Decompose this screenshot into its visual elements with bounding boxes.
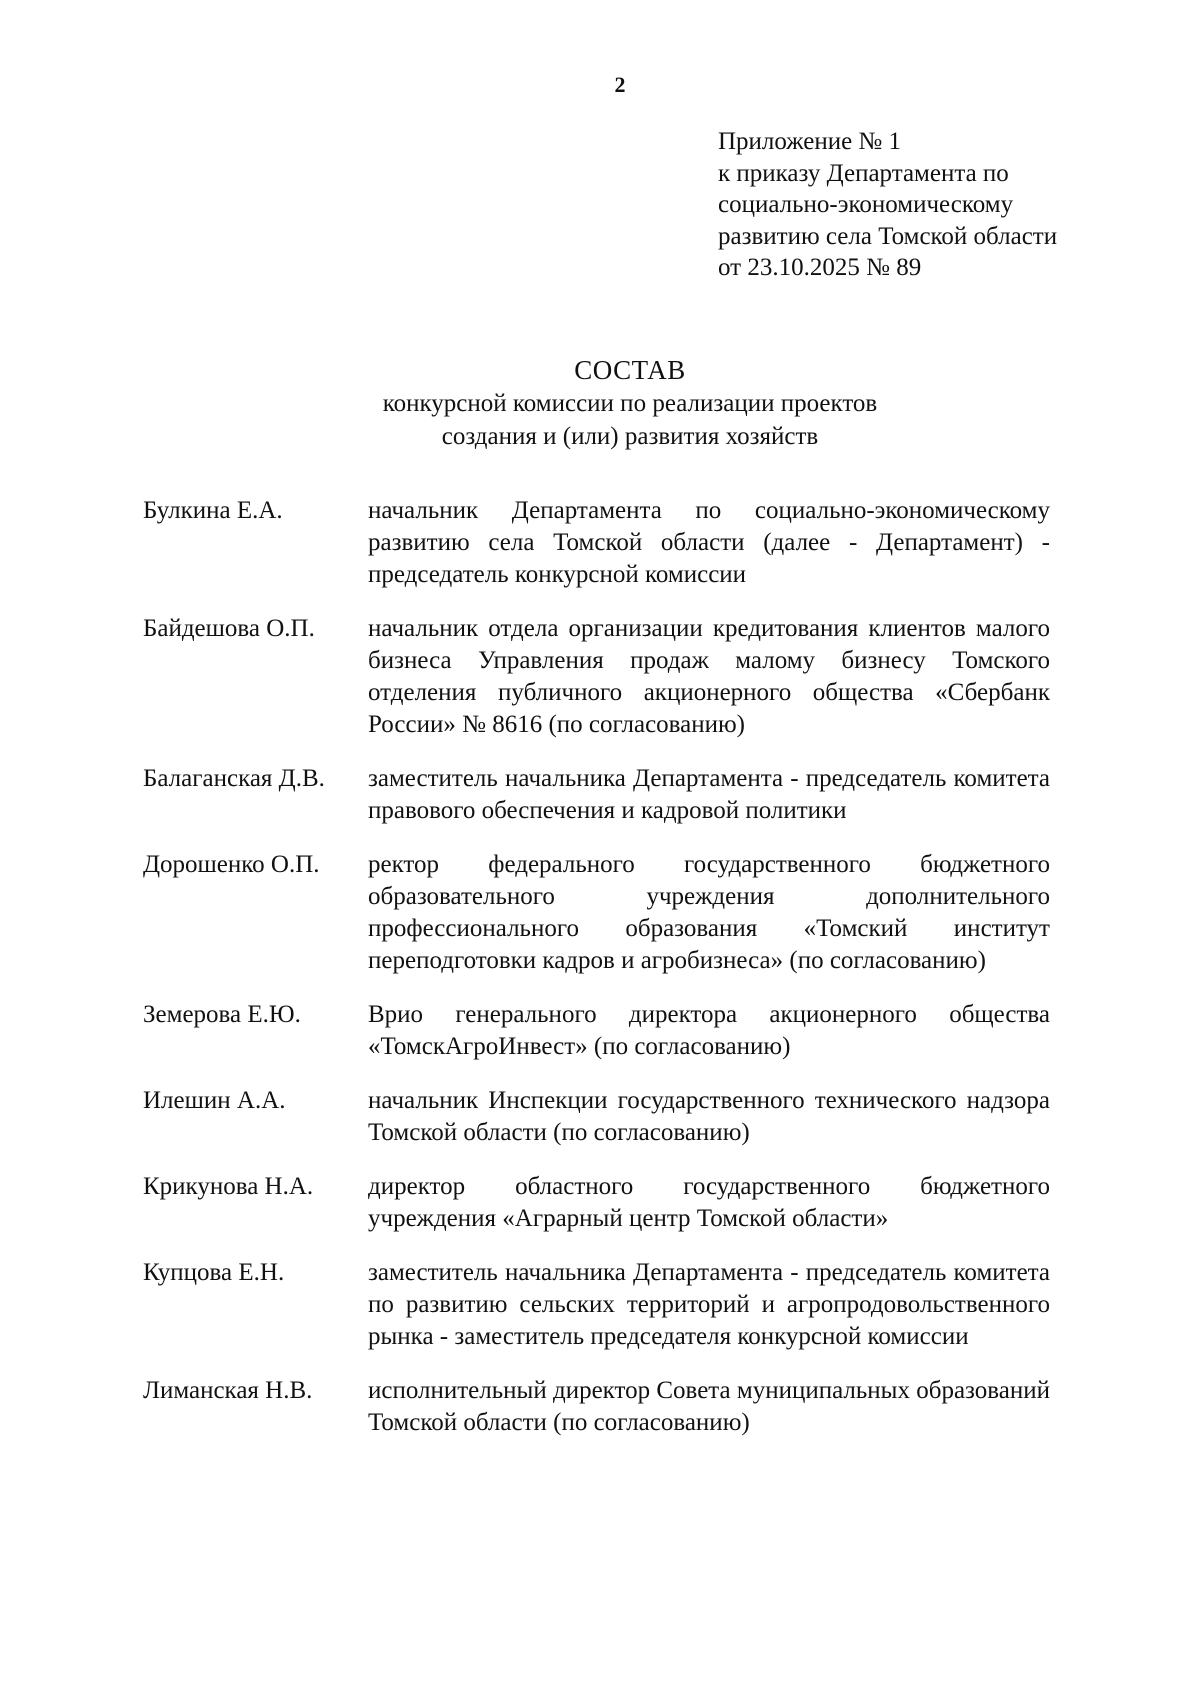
- member-name: Дорошенко О.П.: [143, 851, 320, 878]
- member-name: Байдешова О.П.: [143, 615, 315, 642]
- member-name: Балаганская Д.В.: [143, 765, 325, 792]
- member-name: Булкина Е.А.: [143, 497, 283, 524]
- appendix-line: к приказу Департамента по: [718, 159, 1009, 187]
- member-role: директор областного государственного бюджетного учреждения «Аграрный центр Томской области»: [368, 1173, 1050, 1232]
- member-row: [143, 1171, 1050, 1235]
- document-subtitle-line-2: создания и (или) развития хозяйств: [441, 423, 819, 450]
- member-row: [143, 495, 1050, 591]
- member-name: Илешин А.А.: [143, 1087, 286, 1114]
- member-name: Лиманская Н.В.: [143, 1377, 313, 1404]
- appendix-line: от 23.10.2025 № 89: [718, 254, 922, 281]
- page-number: 2: [614, 72, 626, 97]
- appendix-line: развитию села Томской области: [718, 222, 1058, 250]
- member-role: исполнительный директор Совета муниципальных образований Томской области (по согласованию): [368, 1377, 1050, 1436]
- member-row: [143, 1257, 1050, 1353]
- member-role: ректор федерального государственного бюджетного образовательного учреждения дополнительного профессионального образования «Томский институт переподготовки кадров и агробизнеса» (по согласованию): [368, 851, 1050, 974]
- member-row: [143, 849, 1050, 977]
- member-role: Врио генерального директора акционерного общества «ТомскАгроИнвест» (по согласованию): [368, 1001, 1050, 1060]
- document-heading: [0, 354, 1200, 453]
- member-role: заместитель начальника Департамента - председатель комитета по развитию сельских территорий и агропродовольственного рынка - заместитель председателя конкурсной комиссии: [368, 1259, 1050, 1350]
- appendix-line: социально-экономическому: [718, 191, 1014, 218]
- member-name: Крикунова Н.А.: [143, 1173, 314, 1200]
- member-name: Купцова Е.Н.: [143, 1259, 285, 1286]
- member-row: [143, 1375, 1050, 1439]
- appendix-line: Приложение № 1: [718, 128, 902, 155]
- member-row: [143, 763, 1050, 827]
- member-row: [143, 613, 1050, 741]
- document-subtitle-line-1: конкурсной комиссии по реализации проектов: [382, 390, 878, 417]
- document-title: СОСТАВ: [574, 355, 686, 385]
- commission-members-list: [143, 495, 1050, 1461]
- member-role: начальник Инспекции государственного технического надзора Томской области (по согласованию): [368, 1087, 1050, 1146]
- member-role: начальник отдела организации кредитования клиентов малого бизнеса Управления продаж малому бизнесу Томского отделения публичного акционерного общества «Сбербанк России» № 8616 (по согласованию): [368, 615, 1050, 738]
- member-row: [143, 999, 1050, 1063]
- member-row: [143, 1085, 1050, 1149]
- member-role: начальник Департамента по социально-экономическому развитию села Томской области (далее - Департамент) - председатель конкурсной комиссии: [368, 497, 1050, 588]
- member-role: заместитель начальника Департамента - председатель комитета правового обеспечения и кадровой политики: [368, 765, 1050, 824]
- appendix-block: [718, 126, 1057, 284]
- member-name: Земерова Е.Ю.: [143, 1001, 301, 1028]
